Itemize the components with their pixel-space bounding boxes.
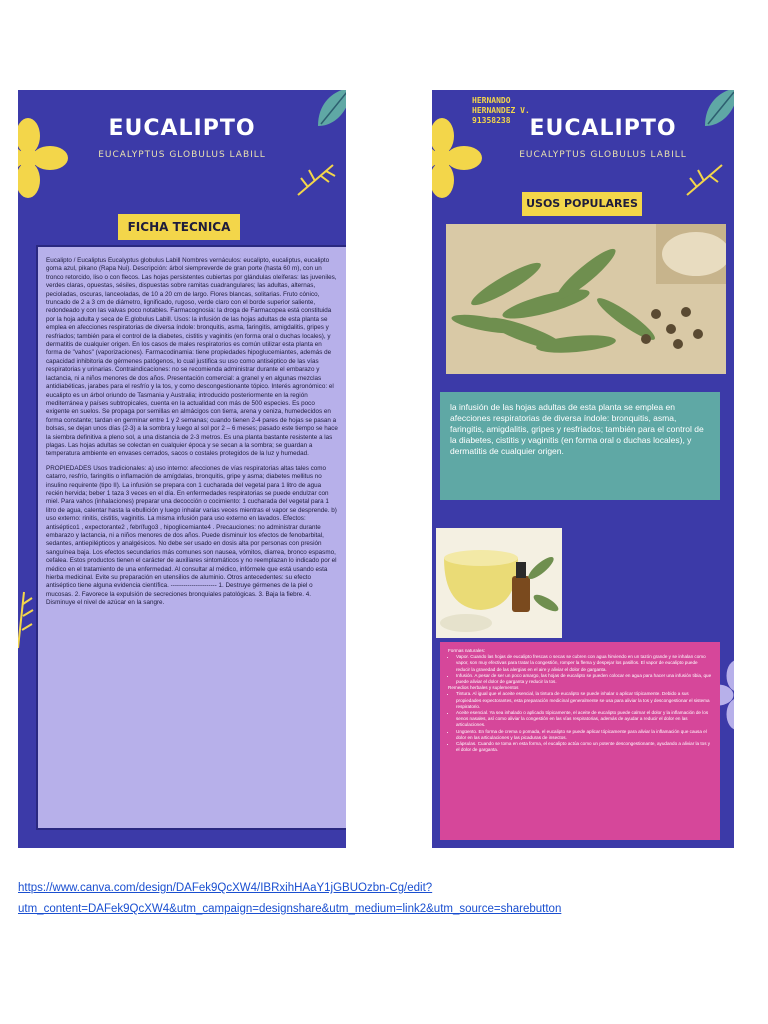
eucalyptus-leaves-photo [446,224,726,374]
poster-subtitle: EUCALYPTUS GLOBULUS LABILL [98,150,266,160]
usos-text: la infusión de las hojas adultas de esta planta se emplea en afecciones respiratorias de diversa índole: bronquitis, asma, faringitis, amigdalitis, gripes y resfriados; también para el control de la diabetes, cistitis y vaginitis (en forma oral o duchas locales), y dermatitis de cualquier origen. [450,402,704,456]
plant-sprig-icon [18,590,38,650]
list-item: • Infusión. A pesar de ser un poco amargo, las hojas de eucalipto se pueden colocar en agua para hacer una infusión tibia, que puede aliviar el dolor de garganta y reducir la tos. [456,673,712,685]
formas-naturales-box [440,642,720,840]
poster-title: EUCALIPTO [108,116,256,141]
list-item: • Vapor. Cuando las hojas de eucalipto frescas o secas se cubren con agua hirviendo en un tazón grande y se inhalan como vapor, son muy efectivas para tratar la congestión, romper la flema y despejar los pasillos. El vapor de eucalipto puede reducir la gravedad de las alergias en el aire y aliviar el dolor de garganta. [456,654,712,673]
plant-sprig-icon [293,160,343,200]
right-poster [432,90,734,848]
pink-heading-2: Remedios herbales y suplementos [448,685,519,691]
author-id: 91358238 [472,116,511,125]
canva-link-line1[interactable]: https://www.canva.com/design/DAFek9QcXW4/IBRxihHAaY1jGBUOzbn-Cg/edit? [18,882,433,894]
usos-text-box [440,392,720,500]
list-item: • Ungüento. En forma de crema o pomada, el eucalipto se puede aplicar tópicamente para aliviar la inflamación que causa el dolor en las articulaciones y las picaduras de insectos. [456,729,712,741]
ficha-paragraph-2: PROPIEDADES Usos tradicionales: a) uso interno: afecciones de vías respiratorias altas tales como catarro, resfrío, faringitis o inflamación de amígdalas, bronquitis, gripe y asma; diabetes mellitus no insulino requirente (tipo II). La infusión se prepara con 1 cucharada del vegetal para 1 litro de agua recién hervida; beber 1 taza 3 veces en el día. En enfermedades respiratorias se puede endulzar con miel. Para vahos (inhalaciones) preparar una decocción o cocimiento: 1 cucharada del vegetal para 1 litro de agua, calentar hasta la ebullición y luego inhalar varias veces mientras el vapor se desprende. b) uso externo: rinitis, cistitis, vaginitis. La misma infusión para uso externo en lavados. Efectos: antiséptico1 , expectorante2 , febrífugo3 , hipoglicemiante4 . Precauciones: no administrar durante embarazo y lactancia, ni a niños menores de dos años. Puede disminuir los efectos de fenobarbital, sedantes, antiepilépticos y analgésicos. No debe ser usado en dosis alta por personas con presión sanguínea baja. Los efectos secundarios más comunes son nausea, vómitos, diarrea, bronco espasmo, cefalea. Estos productos tienen el carácter de auxiliares sintomáticos y no reemplazan lo indicado por el médico en el tratamiento de una enfermedad. Al consultar al médico, infórmele que está usando esta hierba medicinal. Evite su preparación en utensilios de aluminio. Otros antecedentes: su efecto antiséptico tiene alguna evidencia científica. ---------------------- 1. Destruye gérmenes de la piel o mucosas. 2. Favorece la expulsión de secreciones bronquiales patológicas. 3. Baja la fiebre. 4. Disminuye el nivel de azúcar en la sangre. [46,464,337,607]
ficha-paragraph-1: Eucalipto / Eucaliptus Eucalyptus globulus Labill Nombres vernáculos: eucalipto, eucaliptus, eucalipto goma azul, pikano (Rapa Nui). Descripción: árbol siempreverde de gran porte (hasta 60 m), con un tronco retorcido, liso o con flecos. Las hojas persistentes cubiertas por glándulas oleíferas: las juveniles, verdes claras, opuestas, sésiles, dispuestas sobre ramitas cuadrangulares; las adultas, alternas, pecioladas, oscuras, lanceoladas, de 10 a 20 cm de largo. Flores blancas, solitarias. Fruto cónico, truncado de 2 a 3 cm de diámetro, lignificado, rugoso, verde claro con el borde superior saliente, redondeado y con las valvas poco notables. Farmacognosia: la droga de Farmacopea está constituida por la hoja adulta y seca de E.globulus Labill. Usos: la infusión de las hojas adultas de esta planta se emplea en afecciones respiratorias de diversa índole: bronquitis, asma, faringitis, amigdalitis, gripes y resfriados; también para el control de la diabetes, cistitis y vaginitis (en forma oral o duchas locales), y dermatitis de cualquier origen. En los casos de males respiratorios es común utilizar esta planta en forma de "vahos" (vaporizaciones). Farmacodinamia: tiene propiedades hipoglucemiantes, además de capacidad inhibitoria de gérmenes patógenos, lo cual justifica su uso como antiséptico de las vías respiratorias y urinarias. Contraindicaciones: no se recomienda administrar durante el embarazo y lactancia, ni a niños menores de dos años. Presentación comercial: a granel y en algunas mezclas antidiabéticas, jarabes para el resfrío y la tos, y como descongestionante tópico. Interés agronómico: el eucalipto es un árbol oriundo de Tasmania y Australia; introducido posteriormente en la región mediterránea y países subtropicales, cuenta en la actualidad con más de 500 especies. Es poco exigente en suelos. Se propaga por semillas en almácigos con tierra, arena y ceniza, humedecidos en forma constante; tardan en germinar entre 1 y 2 semanas; cuando tienen 2-4 pares de hojas se pasan a bolsas, se dejan unos días (2-3) a la sombra y luego al sol por 2 – 6 meses; pasado este tiempo se hace la siembra definitiva a pleno sol, a una distancia de 2-3 metros. Es una planta bastante resistente a las plagas. Las hojas adultas se colectan en cualquier época y se secan a la sombra; se guardan a temperatura ambiente en envases cerrados, sacos o costales protegidos de la luz y humedad. [46,257,338,458]
pink-heading: Formas naturales: [448,648,486,653]
plant-sprig-icon [682,160,732,200]
author-name-line1: HERNANDO [472,96,511,105]
list-item: • Cápsulas. Cuando se toma en esta forma, el eucalipto actúa como un potente descongestionante, ayudando a aliviar la tos y el dolor de garganta. [456,741,712,753]
left-poster [18,90,346,848]
canva-link[interactable] [18,878,561,920]
remedios-list [448,691,712,753]
section-label: USOS POPULARES [522,192,642,216]
list-item: • Tintura. Al igual que el aceite esencial, la tintura de eucalipto se puede inhalar o aplicar tópicamente. Debido a sus propiedades expectorantes, esta preparación medicinal generalmente se usa para aliviar la tos y descongestionar el sistema respiratorio. [456,691,712,710]
ficha-tecnica-box [36,245,346,830]
author-name-line2: HERNANDEZ V. [472,106,530,115]
poster-title: EUCALIPTO [529,116,677,141]
poster-subtitle: EUCALYPTUS GLOBULUS LABILL [519,150,687,160]
lavender-flower-icon [306,678,346,758]
eucalyptus-oil-photo [436,528,562,638]
list-item: • Aceite esencial. Ya sea inhalado o aplicado tópicamente, el aceite de eucalipto puede calmar el dolor y la inflamación de los senos nasales, así como aliviar la congestión en las vías respiratorias, además de ayudar a reducir el dolor en las articulaciones. [456,710,712,729]
canva-link-line2[interactable]: utm_content=DAFek9QcXW4&utm_campaign=designshare&utm_medium=link2&utm_source=sharebutton [18,903,562,915]
section-label: FICHA TECNICA [118,214,240,240]
formas-list [448,654,712,685]
